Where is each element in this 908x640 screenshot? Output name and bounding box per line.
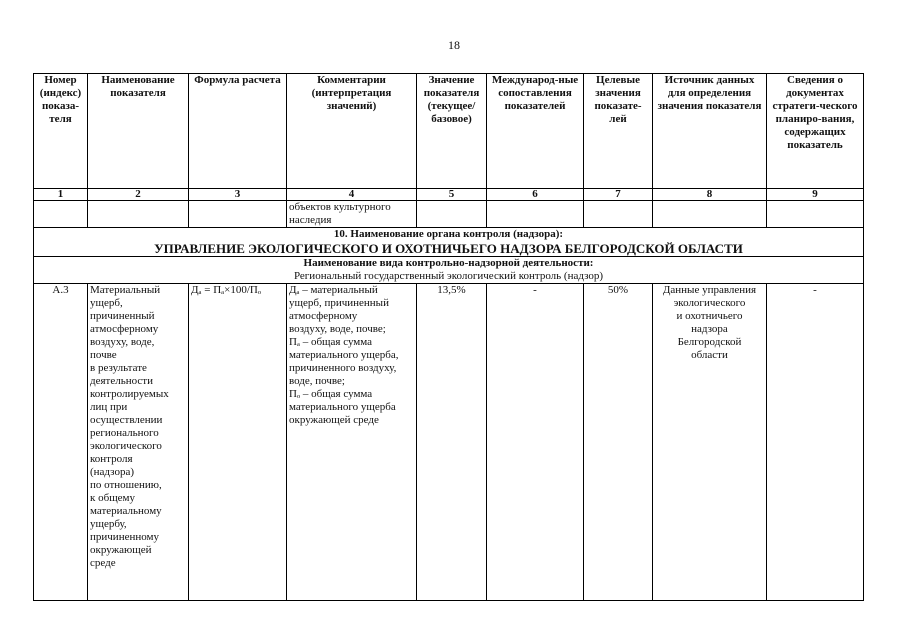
- column-number: 4: [287, 189, 417, 201]
- column-number: 3: [189, 189, 287, 201]
- indicator-value: 13,5%: [417, 284, 487, 601]
- indicator-formula: Дₐ = Пₐ×100/Пₒ: [189, 284, 287, 601]
- indicator-name: Материальный ущерб, причиненный атмосферному воздуху, воде, почве в результате деятельности контролируемых лиц при осуществлении регионального экологического контроля (надзора) по отношению, к общему материальному ущербу, причиненному окружающей среде: [88, 284, 189, 601]
- page-number: 18: [448, 38, 460, 52]
- header-cell-documents: Сведения о документах стратеги-ческого планиро-вания, содержащих показатель: [767, 74, 864, 189]
- section-header-row: [34, 228, 864, 257]
- header-cell-index: Номер (индекс) показа-теля: [34, 74, 88, 189]
- column-number: 9: [767, 189, 864, 201]
- table-row: [34, 284, 864, 601]
- header-cell-value: Значение показателя (текущее/ базовое): [417, 74, 487, 189]
- activity-label: Наименование вида контрольно-надзорной деятельности:: [303, 257, 594, 270]
- continuation-line: наследия: [289, 213, 332, 226]
- indicator-comments: Дₐ – материальный ущерб, причиненный атмосферному воздуху, воде, почве; Пₐ – общая сумма материального ущерба, причиненного воздуху, воде, почве; Пₒ – общая сумма материального ущерба окружающей среде: [287, 284, 417, 601]
- section-title: 10. Наименование органа контроля (надзора):: [333, 228, 564, 240]
- activity-value: Региональный государственный экологический контроль (надзор): [293, 270, 604, 283]
- column-number: 2: [88, 189, 189, 201]
- column-number: 8: [653, 189, 767, 201]
- column-number: 7: [584, 189, 653, 201]
- header-cell-international: Междунаpод-ные сопоставления показателей: [487, 74, 584, 189]
- continuation-line: объектов культурного: [289, 201, 391, 213]
- target-value: 50%: [584, 284, 653, 601]
- header-cell-formula: Формула расчета: [189, 74, 287, 189]
- column-number: 6: [487, 189, 584, 201]
- column-number: 5: [417, 189, 487, 201]
- indicator-index: А.3: [34, 284, 88, 601]
- activity-row: [34, 257, 864, 284]
- strategic-documents: -: [767, 284, 864, 601]
- organization-name: УПРАВЛЕНИЕ ЭКОЛОГИЧЕСКОГО И ОХОТНИЧЬЕГО НАДЗОРА БЕЛГОРОДСКОЙ ОБЛАСТИ: [154, 240, 743, 256]
- header-cell-comments: Комментарии (интерпретация значений): [287, 74, 417, 189]
- continuation-cell: [287, 201, 417, 228]
- header-cell-source: Источник данных для определения значения показателя: [653, 74, 767, 189]
- column-number-row: [34, 189, 864, 201]
- international-comparison: -: [487, 284, 584, 601]
- section-header: [34, 228, 864, 257]
- header-row: [34, 74, 864, 189]
- header-cell-name: Наименование показателя: [88, 74, 189, 189]
- continuation-row: [34, 201, 864, 228]
- header-cell-target: Целевые значения показате-лей: [584, 74, 653, 189]
- data-source: Данные управления экологического и охотничьего надзора Белгородской области: [653, 284, 767, 601]
- activity-cell: [34, 257, 864, 284]
- column-number: 1: [34, 189, 88, 201]
- indicators-table: [33, 73, 864, 601]
